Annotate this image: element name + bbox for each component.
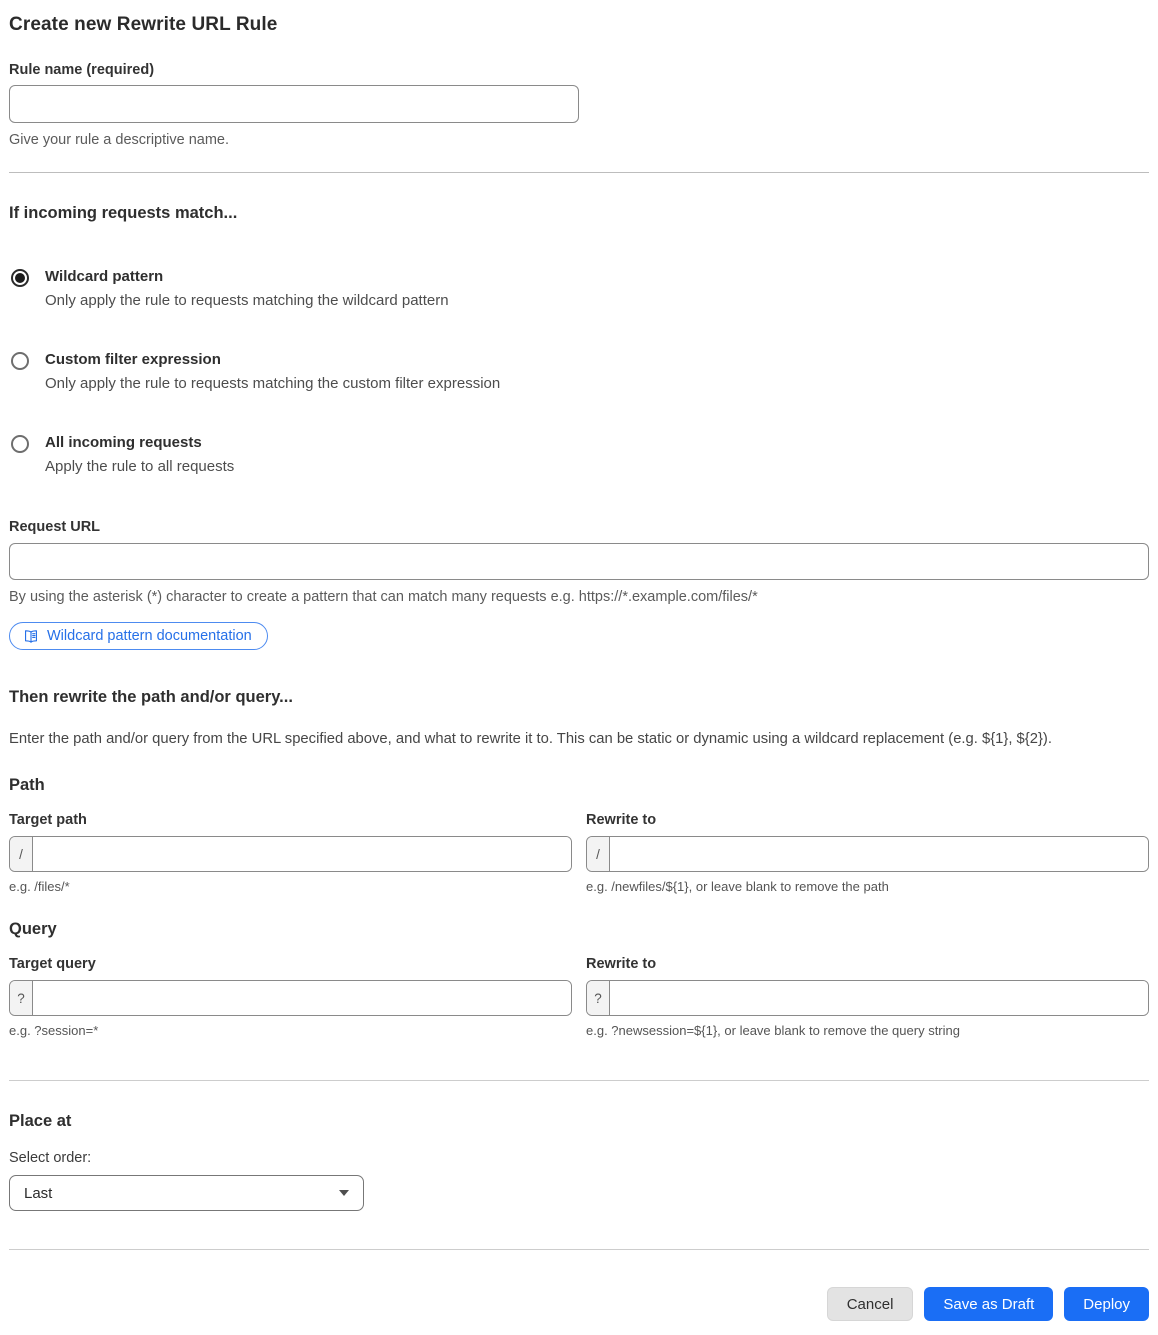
wildcard-pattern-radio[interactable] (11, 269, 29, 287)
radio-option-all-incoming-requests[interactable] (9, 433, 1149, 477)
wildcard-pattern-label: Wildcard pattern (45, 268, 164, 285)
custom-filter-expression-radio[interactable] (11, 352, 29, 370)
page-title: Create new Rewrite URL Rule (9, 14, 278, 35)
slash-prefix: / (10, 837, 33, 871)
target-path-field (9, 812, 572, 894)
match-radio-group (9, 267, 1149, 477)
target-query-label: Target query (9, 956, 96, 972)
match-section-heading: If incoming requests match... (9, 204, 238, 222)
query-rewrite-to-helper: e.g. ?newsession=${1}, or leave blank to remove the query string (586, 1023, 960, 1038)
target-path-input[interactable] (33, 837, 571, 871)
order-select-value: Last (24, 1184, 53, 1202)
path-fields-row (9, 812, 1149, 894)
custom-filter-expression-label: Custom filter expression (45, 351, 221, 368)
form-action-bar (9, 1287, 1149, 1321)
target-path-helper: e.g. /files/* (9, 879, 70, 894)
query-subheading: Query (9, 920, 57, 938)
request-url-input[interactable] (9, 543, 1149, 580)
wildcard-pattern-description: Only apply the rule to requests matching the wildcard pattern (45, 292, 449, 309)
target-query-field (9, 956, 572, 1038)
rewrite-section-heading: Then rewrite the path and/or query... (9, 688, 293, 706)
wildcard-pattern-documentation-label: Wildcard pattern documentation (47, 628, 252, 644)
path-rewrite-to-field (586, 812, 1149, 894)
request-url-label: Request URL (9, 519, 101, 535)
section-divider (9, 172, 1149, 173)
path-subheading: Path (9, 776, 45, 794)
chevron-down-icon (339, 1190, 349, 1196)
book-icon (23, 629, 39, 644)
select-order-label: Select order: (9, 1150, 92, 1166)
request-url-helper: By using the asterisk (*) character to create a pattern that can match many requests e.g. https://*.example.com/files/* (9, 589, 758, 605)
wildcard-pattern-documentation-button[interactable] (9, 622, 268, 650)
target-path-label: Target path (9, 812, 87, 828)
radio-option-wildcard-pattern[interactable] (9, 267, 1149, 311)
order-select[interactable] (9, 1175, 364, 1211)
path-rewrite-to-label: Rewrite to (586, 812, 657, 828)
radio-option-custom-filter-expression[interactable] (9, 350, 1149, 394)
query-rewrite-to-input[interactable] (610, 981, 1148, 1015)
question-mark-prefix: ? (10, 981, 33, 1015)
rewrite-section-description: Enter the path and/or query from the URL specified above, and what to rewrite it to. This can be static or dynamic using a wildcard replacement (e.g. ${1}, ${2}). (9, 731, 1052, 747)
rule-name-input[interactable] (9, 85, 579, 123)
all-incoming-requests-description: Apply the rule to all requests (45, 458, 235, 475)
rule-name-helper: Give your rule a descriptive name. (9, 132, 230, 148)
query-rewrite-to-field (586, 956, 1149, 1038)
target-query-input[interactable] (33, 981, 571, 1015)
custom-filter-expression-description: Only apply the rule to requests matching the custom filter expression (45, 375, 501, 392)
target-query-input-group (9, 980, 572, 1016)
place-at-heading: Place at (9, 1112, 72, 1130)
save-as-draft-button[interactable]: Save as Draft (924, 1287, 1053, 1321)
rule-name-label: Rule name (required) (9, 62, 155, 78)
query-rewrite-to-label: Rewrite to (586, 956, 657, 972)
section-divider (9, 1080, 1149, 1081)
question-mark-prefix: ? (587, 981, 610, 1015)
target-query-helper: e.g. ?session=* (9, 1023, 99, 1038)
rule-name-section (9, 62, 1149, 148)
slash-prefix: / (587, 837, 610, 871)
target-path-input-group (9, 836, 572, 872)
deploy-button[interactable]: Deploy (1064, 1287, 1149, 1321)
path-rewrite-to-input-group (586, 836, 1149, 872)
path-rewrite-to-input[interactable] (610, 837, 1148, 871)
all-incoming-requests-label: All incoming requests (45, 434, 202, 451)
path-rewrite-to-helper: e.g. /newfiles/${1}, or leave blank to remove the path (586, 879, 889, 894)
section-divider (9, 1249, 1149, 1250)
query-rewrite-to-input-group (586, 980, 1149, 1016)
query-fields-row (9, 956, 1149, 1038)
all-incoming-requests-radio[interactable] (11, 435, 29, 453)
cancel-button[interactable]: Cancel (827, 1287, 914, 1321)
